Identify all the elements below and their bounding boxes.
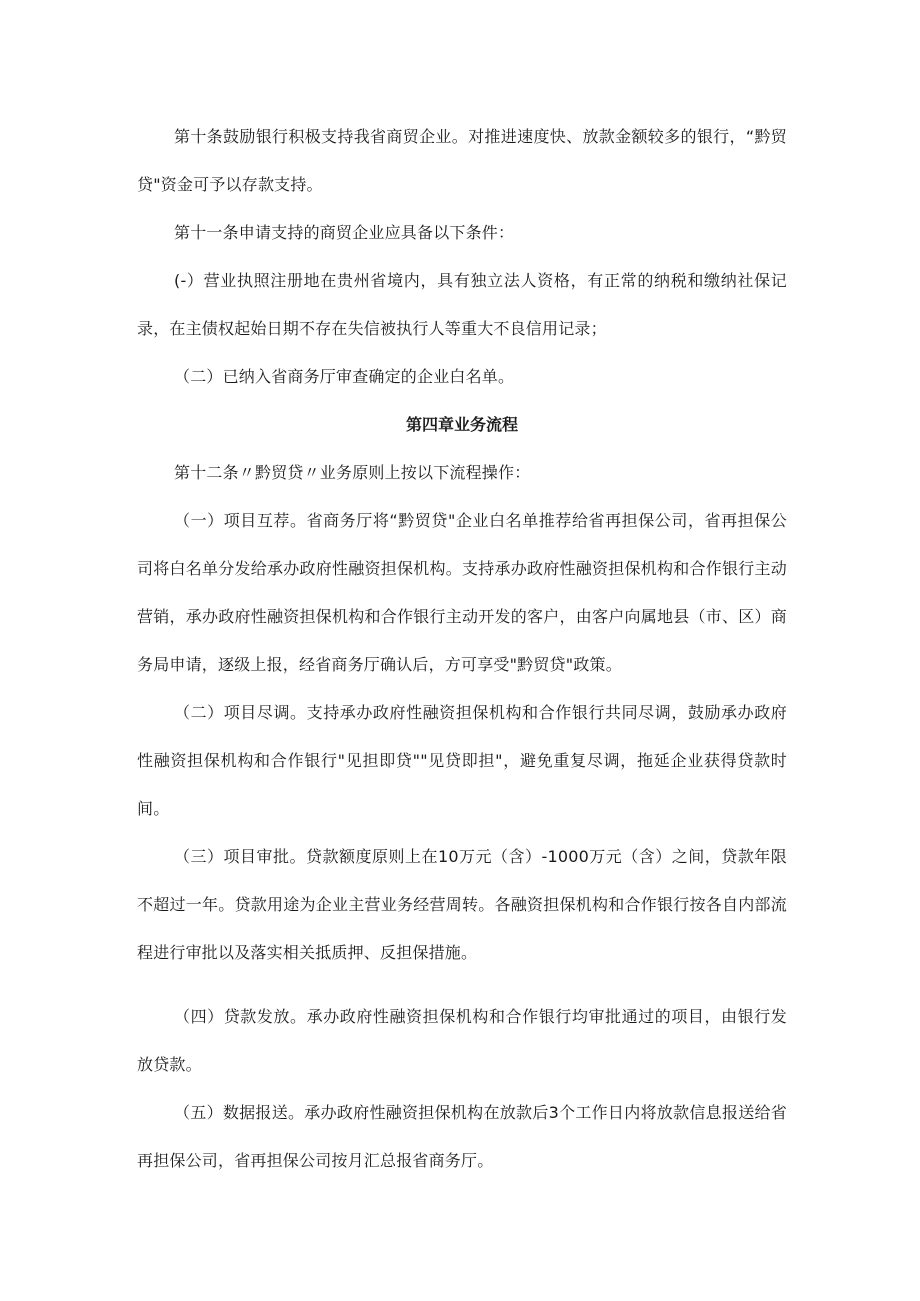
step-4-paragraph: （四）贷款发放。承办政府性融资担保机构和合作银行均审批通过的项目，由银行发放贷款。: [137, 1007, 787, 1074]
article-11-item-1-paragraph: (-）营业执照注册地在贵州省境内，具有独立法人资格，有正常的纳税和缴纳社保记录，在主债权起始日期不存在失信被执行人等重大不良信用记录；: [137, 271, 787, 338]
chapter-4-heading: 第四章业务流程: [405, 415, 518, 434]
article-11-intro-paragraph: 第十一条申请支持的商贸企业应具备以下条件：: [174, 223, 515, 242]
article-11-item-2-paragraph: （二）已纳入省商务厅审查确定的企业白名单。: [174, 367, 515, 386]
step-1-paragraph: （一）项目互荐。省商务厅将“黔贸贷"企业白名单推荐给省再担保公司，省再担保公司将白名单分发给承办政府性融资担保机构。支持承办政府性融资担保机构和合作银行主动营销，承办政府性融资担保机构和合作银行主动开发的客户，由客户向属地县（市、区）商务局申请，逐级上报，经省商务厅确认后，方可享受"黔贸贷"政策。: [137, 511, 787, 674]
article-10-paragraph: 第十条鼓励银行积极支持我省商贸企业。对推进速度快、放款金额较多的银行，“黔贸贷"资金可予以存款支持。: [137, 127, 787, 194]
article-12-intro-paragraph: 第十二条〃黔贸贷〃业务原则上按以下流程操作：: [174, 463, 531, 482]
step-5-paragraph: （五）数据报送。承办政府性融资担保机构在放款后3个工作日内将放款信息报送给省再担保公司，省再担保公司按月汇总报省商务厅。: [137, 1103, 787, 1170]
step-3-paragraph: （三）项目审批。贷款额度原则上在10万元（含）-1000万元（含）之间，贷款年限不超过一年。贷款用途为企业主营业务经营周转。各融资担保机构和合作银行按各自内部流程进行审批以及落实相关抵质押、反担保措施。: [137, 847, 787, 962]
step-2-paragraph: （二）项目尽调。支持承办政府性融资担保机构和合作银行共同尽调，鼓励承办政府性融资担保机构和合作银行"见担即贷""见贷即担"，避免重复尽调，拖延企业获得贷款时间。: [137, 703, 787, 818]
